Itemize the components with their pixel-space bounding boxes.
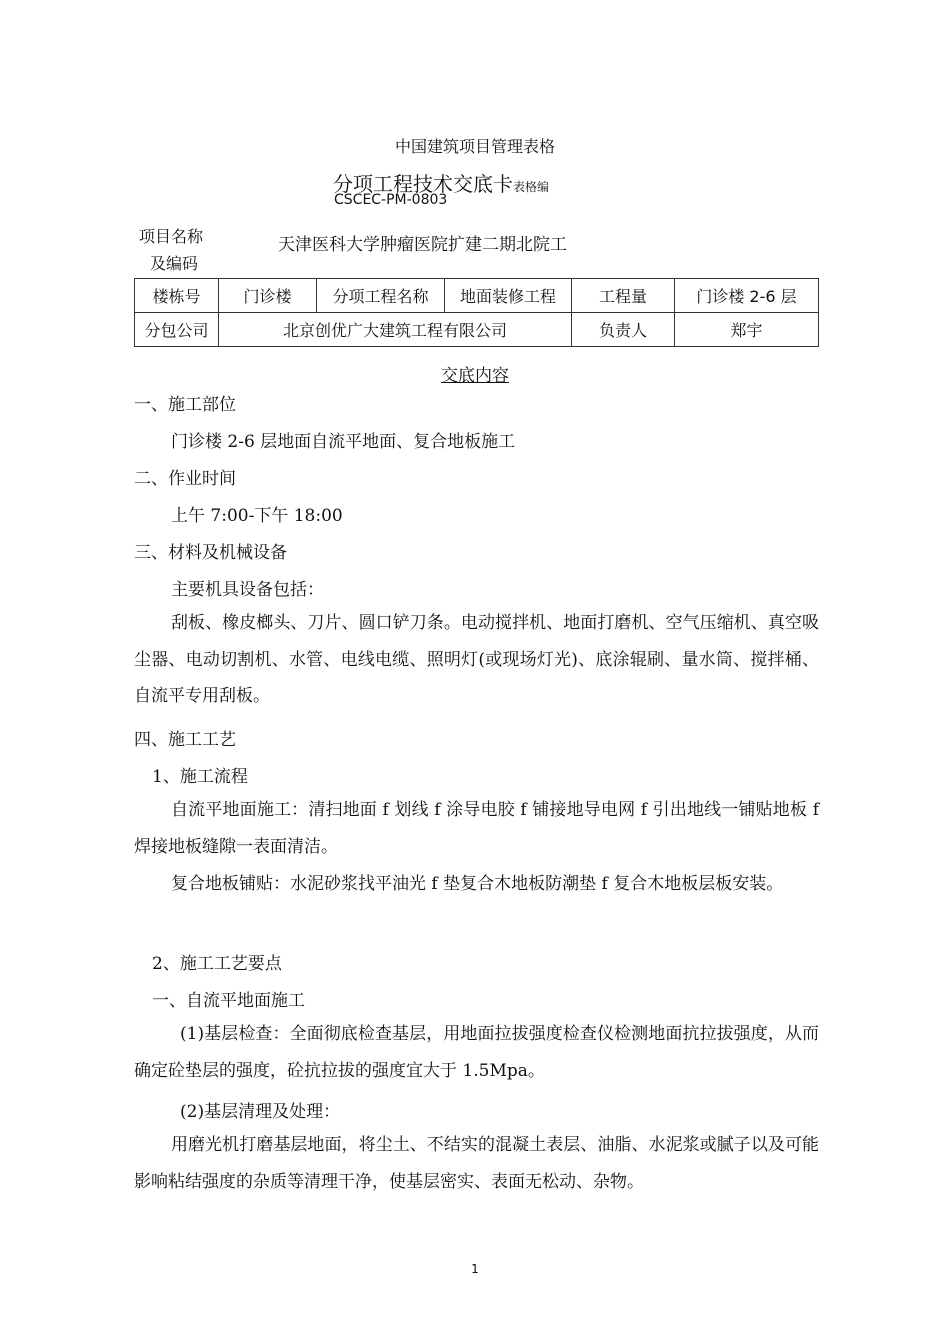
- text-composite-floor-flow: 复合地板铺贴：水泥砂浆找平油光 f 垫复合木地板防潮垫 f 复合木地板层板安装。: [171, 874, 784, 894]
- subcontractor-label: 分包公司: [135, 313, 219, 347]
- heading-materials: 三、材料及机械设备: [134, 543, 287, 563]
- page-number: 1: [471, 1262, 479, 1276]
- subitem-value: 地面装修工程: [445, 279, 572, 313]
- owner-value: 郑宇: [675, 313, 819, 347]
- section-title-text: 交底内容: [441, 366, 509, 386]
- section-title: [0, 361, 950, 386]
- heading-process-flow: 1、施工流程: [152, 767, 248, 787]
- subcontractor-value: 北京创优广大建筑工程有限公司: [219, 313, 572, 347]
- text-work-time: 上午 7:00-下午 18:00: [171, 506, 343, 526]
- text-base-cleaning: 用磨光机打磨基层地面，将尘土、不结实的混凝土表层、油脂、水泥浆或腻子以及可能影响粘结强度的杂质等清理干净，使基层密实、表面无松动、杂物。: [134, 1135, 819, 1192]
- doc-title-main: 分项工程技术交底卡: [333, 172, 513, 196]
- text-base-check: (1)基层检查：全面彻底检查基层，用地面拉拔强度检查仪检测地面抗拉拔强度，从而确定砼垫层的强度，砼抗拉拔的强度宜大于 1.5Mpa。: [134, 1024, 819, 1081]
- org-title: 中国建筑项目管理表格: [394, 137, 555, 156]
- heading-process: 四、施工工艺: [134, 730, 236, 750]
- heading-location: 一、施工部位: [134, 395, 236, 415]
- project-label-continued: 及编码: [150, 254, 199, 273]
- building-label: 楼栋号: [135, 279, 219, 313]
- owner-label: 负责人: [572, 313, 675, 347]
- project-name: 天津医科大学肿瘤医院扩建二期北院工: [278, 235, 567, 255]
- info-row-subcontractor: [135, 313, 819, 347]
- text-equipment-list: 刮板、橡皮榔头、刀片、圆口铲刀条。电动搅拌机、地面打磨机、空气压缩机、真空吸尘器、电动切割机、水管、电线电缆、照明灯(或现场灯光)、底涂辊刷、量水筒、搅拌桶、自流平专用刮板。: [134, 613, 819, 706]
- text-location: 门诊楼 2-6 层地面自流平地面、复合地板施工: [171, 432, 516, 452]
- text-self-leveling-flow: 自流平地面施工：清扫地面 f 划线 f 涂导电胶 f 铺接地导电网 f 引出地线一铺贴地板 f 焊接地板缝隙一表面清洁。: [134, 800, 819, 857]
- building-value: 门诊楼: [219, 279, 317, 313]
- heading-self-leveling: 一、自流平地面施工: [152, 991, 305, 1011]
- info-table: [134, 278, 819, 347]
- quantity-value: 门诊楼 2-6 层: [675, 279, 819, 313]
- project-label: 项目名称: [139, 227, 204, 246]
- info-row-building: [135, 279, 819, 313]
- heading-work-time: 二、作业时间: [134, 469, 236, 489]
- subitem-label: 分项工程名称: [317, 279, 445, 313]
- text-equipment-intro: 主要机具设备包括：: [171, 580, 324, 600]
- quantity-label: 工程量: [572, 279, 675, 313]
- heading-base-cleaning: (2)基层清理及处理：: [180, 1102, 341, 1122]
- doc-title-suffix: 表格编: [513, 180, 550, 194]
- form-code: CSCEC-PM-0803: [334, 192, 448, 208]
- heading-key-points: 2、施工工艺要点: [152, 954, 282, 974]
